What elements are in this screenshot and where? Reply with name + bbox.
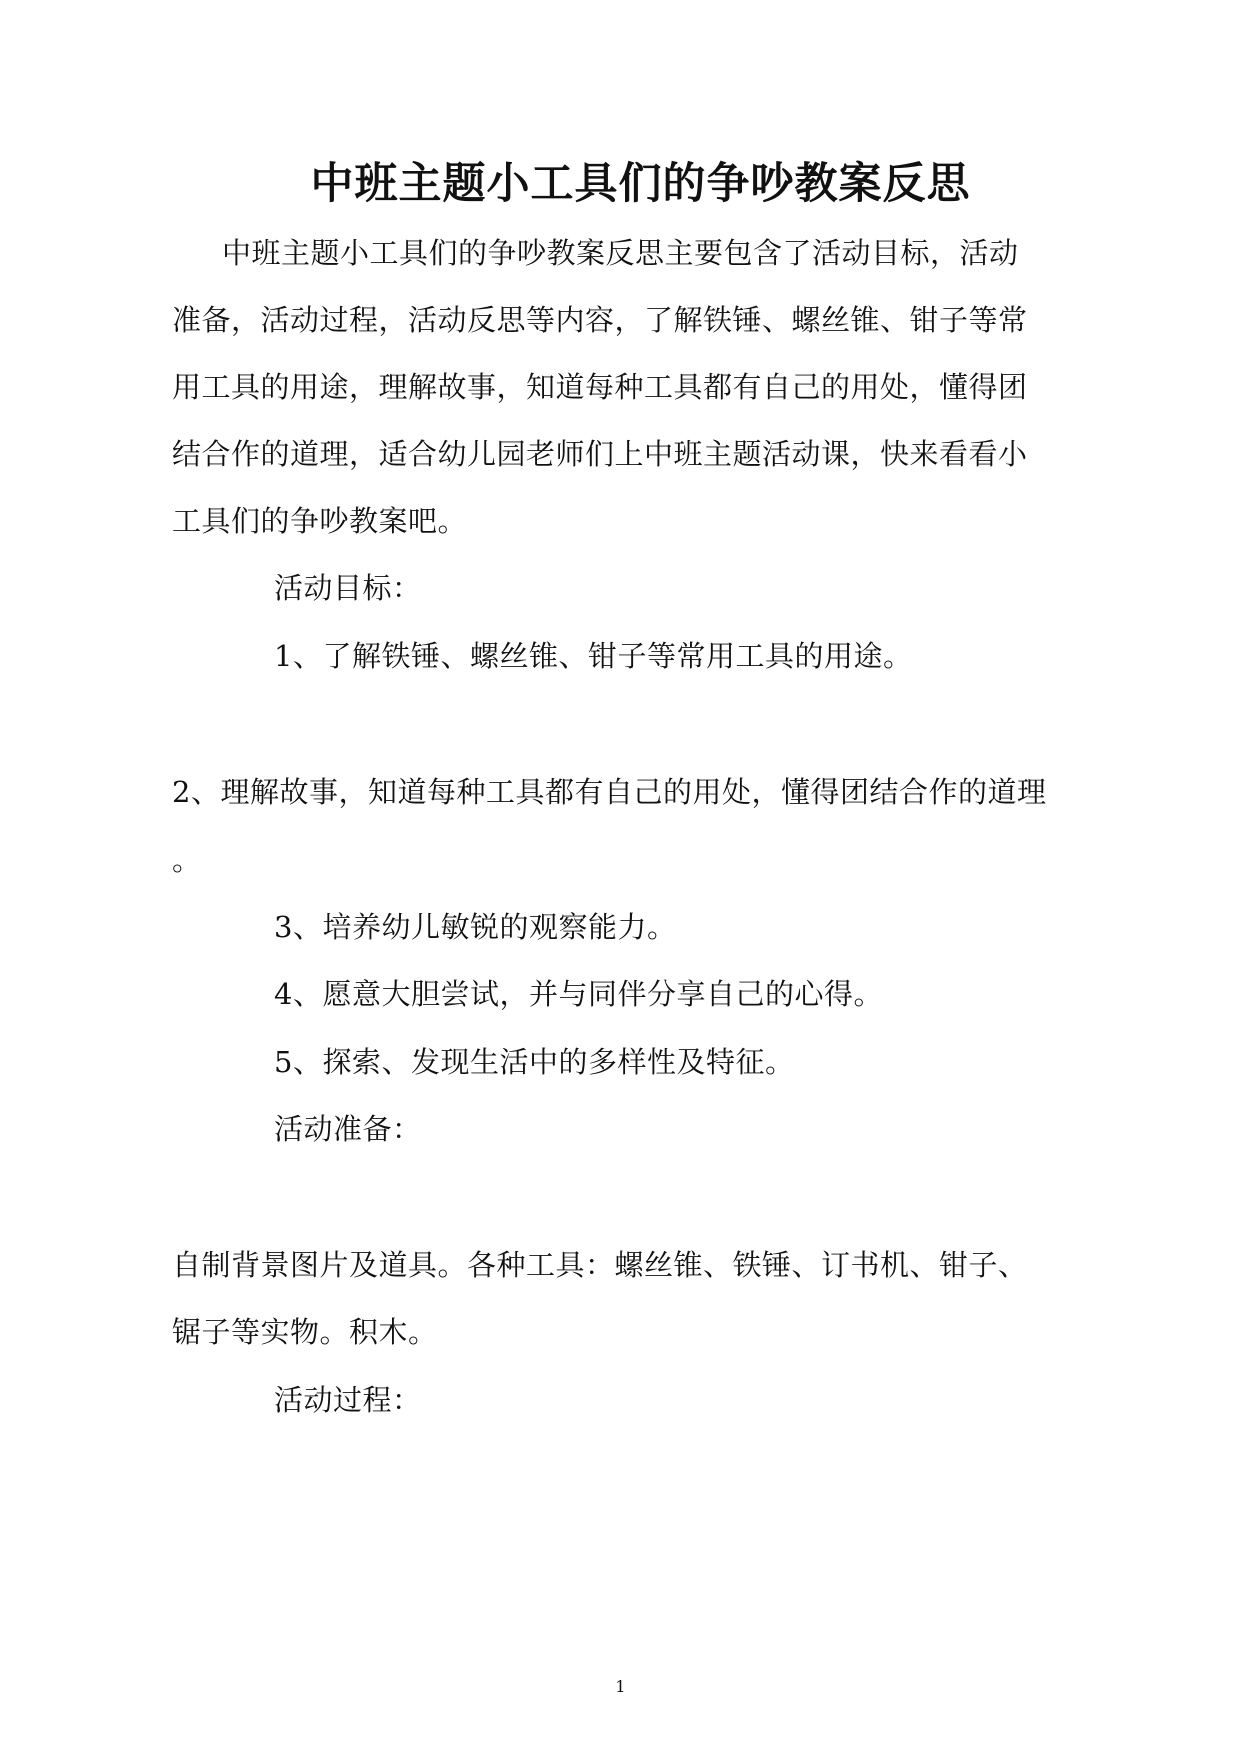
goal-item-tail: 。 [172, 843, 202, 877]
page-number: 1 [615, 1677, 626, 1696]
goal-item: 3、培养幼儿敏锐的观察能力。 [274, 910, 677, 944]
intro-line: 中班主题小工具们的争吵教案反思主要包含了活动目标，活动 [222, 236, 1019, 270]
goal-item: 5、探索、发现生活中的多样性及特征。 [274, 1045, 795, 1079]
goals-heading: 活动目标： [274, 571, 422, 605]
goal-item: 1、了解铁锤、螺丝锥、钳子等常用工具的用途。 [274, 639, 913, 673]
process-heading: 活动过程： [274, 1383, 422, 1417]
document-title: 中班主题小工具们的争吵教案反思 [310, 159, 971, 209]
prep-heading: 活动准备： [274, 1112, 422, 1146]
intro-line: 工具们的争吵教案吧。 [172, 504, 468, 538]
goal-item: 2、理解故事，知道每种工具都有自己的用处，懂得团结合作的道理 [172, 775, 1047, 809]
intro-line: 准备，活动过程，活动反思等内容，了解铁锤、螺丝锥、钳子等常 [172, 303, 1028, 337]
goal-item: 4、愿意大胆尝试，并与同伴分享自己的心得。 [274, 977, 883, 1011]
intro-line: 结合作的道理，适合幼儿园老师们上中班主题活动课，快来看看小 [172, 437, 1028, 471]
intro-line: 用工具的用途，理解故事，知道每种工具都有自己的用处，懂得团 [172, 370, 1028, 404]
prep-line: 自制背景图片及道具。各种工具：螺丝锥、铁锤、订书机、钳子、 [172, 1248, 1028, 1282]
prep-line: 锯子等实物。积木。 [172, 1315, 438, 1349]
